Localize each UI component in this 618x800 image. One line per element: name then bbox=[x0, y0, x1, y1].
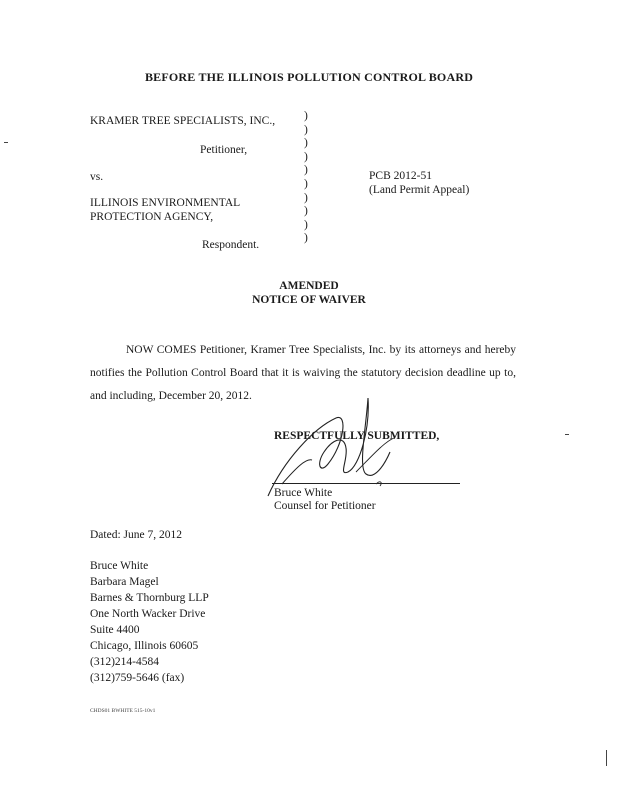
paren: ) bbox=[304, 218, 308, 231]
scan-mark bbox=[606, 750, 607, 766]
paren: ) bbox=[304, 205, 308, 218]
heading-notice-of-waiver: NOTICE OF WAIVER bbox=[252, 294, 366, 306]
versus-label: vs. bbox=[90, 171, 104, 183]
address-line: Barbara Magel bbox=[90, 576, 159, 588]
scan-mark bbox=[565, 434, 569, 435]
dated-line: Dated: June 7, 2012 bbox=[90, 529, 182, 541]
paren: ) bbox=[304, 123, 308, 136]
paren: ) bbox=[304, 150, 308, 163]
paren: ) bbox=[304, 110, 308, 122]
counsel-address-block bbox=[90, 558, 209, 686]
body-paragraph: NOW COMES Petitioner, Kramer Tree Specialists, Inc. by its attorneys and hereby notifies the Pollution Control Board that it is waiving the statutory decision deadline up to, and including, December 20, 2012. bbox=[90, 344, 516, 402]
paren: ) bbox=[304, 137, 308, 150]
signer-title: Counsel for Petitioner bbox=[274, 500, 376, 512]
respondent-role: Respondent. bbox=[202, 239, 260, 251]
board-title: BEFORE THE ILLINOIS POLLUTION CONTROL BOARD bbox=[144, 70, 474, 84]
heading-amended: AMENDED bbox=[279, 280, 339, 292]
paren: ) bbox=[304, 232, 308, 245]
respondent-name-line1: ILLINOIS ENVIRONMENTAL bbox=[90, 197, 241, 209]
case-number: PCB 2012-51 bbox=[369, 170, 432, 182]
address-line: Chicago, Illinois 60605 bbox=[90, 640, 199, 652]
footer-document-code: CHDS01 BWHITE 515-10v1 bbox=[90, 708, 156, 714]
address-line: Barnes & Thornburg LLP bbox=[90, 592, 209, 604]
address-line: (312)759-5646 (fax) bbox=[90, 672, 185, 684]
address-line: Suite 4400 bbox=[90, 624, 140, 636]
address-line: (312)214-4584 bbox=[90, 656, 159, 668]
address-line: One North Wacker Drive bbox=[90, 608, 206, 620]
petitioner-name: KRAMER TREE SPECIALISTS, INC., bbox=[90, 115, 276, 127]
signer-name: Bruce White bbox=[274, 487, 333, 499]
paren: ) bbox=[304, 177, 308, 190]
paren: ) bbox=[304, 164, 308, 177]
case-type: (Land Permit Appeal) bbox=[369, 184, 470, 196]
address-line: Bruce White bbox=[90, 560, 149, 572]
signature-closing: RESPECTFULLY SUBMITTED, bbox=[274, 430, 440, 442]
signature-line bbox=[272, 483, 460, 484]
petitioner-role: Petitioner, bbox=[200, 144, 248, 156]
caption-parentheses bbox=[304, 110, 316, 246]
respondent-name-line2: PROTECTION AGENCY, bbox=[90, 211, 214, 223]
scan-mark bbox=[4, 142, 8, 143]
paren: ) bbox=[304, 191, 308, 204]
